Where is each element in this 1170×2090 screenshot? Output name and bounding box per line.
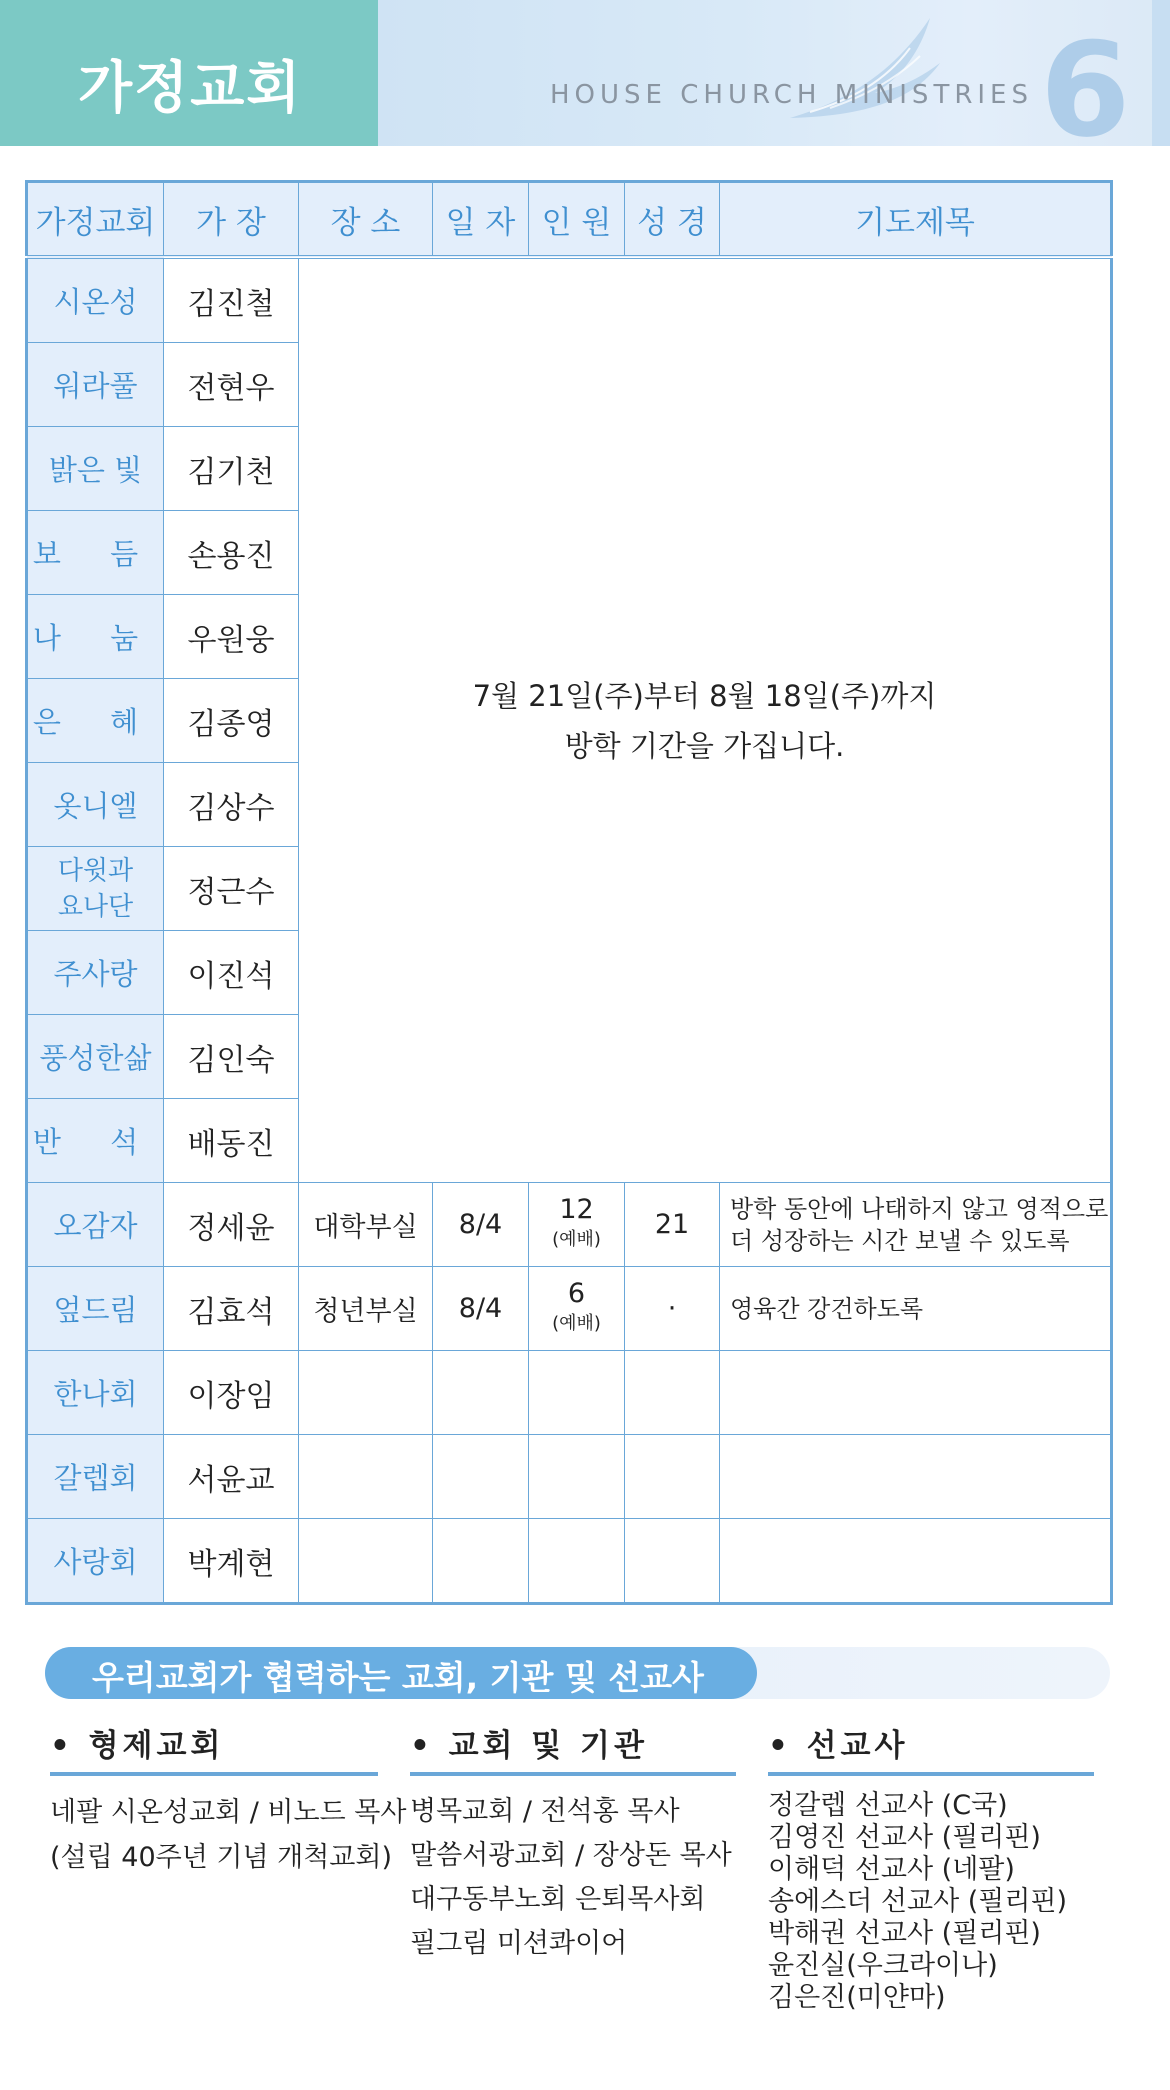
church-name: 엎드림 xyxy=(27,1267,164,1351)
church-name: 워라풀 xyxy=(27,343,164,427)
column-heading: • 교회 및 기관 xyxy=(410,1720,736,1776)
date-cell xyxy=(433,1351,529,1435)
church-name: 밝은 빛 xyxy=(27,427,164,511)
count-cell xyxy=(529,1351,625,1435)
column-header-place: 장 소 xyxy=(299,182,433,258)
notice-line-1: 7월 21일(주)부터 8월 18일(주)까지 xyxy=(472,678,937,713)
column-header-prayer: 기도제목 xyxy=(720,182,1112,258)
list-item: 윤진실(우크라이나) xyxy=(768,1950,998,1981)
leader-name: 서윤교 xyxy=(164,1435,299,1519)
count-note: (예배) xyxy=(552,1312,601,1334)
list-item: 이해덕 선교사 (네팔) xyxy=(768,1854,1015,1885)
church-name xyxy=(27,847,164,931)
church-name: 은 혜 xyxy=(27,679,164,763)
prayer-cell xyxy=(720,1435,1112,1519)
schedule-table xyxy=(25,180,1113,1605)
count-note: (예배) xyxy=(552,1228,601,1250)
leader-name: 김기천 xyxy=(164,427,299,511)
count-cell xyxy=(529,1183,625,1267)
leader-name: 김상수 xyxy=(164,763,299,847)
list-item: (설립 40주년 기념 개척교회) xyxy=(50,1842,392,1873)
church-name: 풍성한삶 xyxy=(27,1015,164,1099)
place-cell xyxy=(299,1351,433,1435)
prayer-line-1: 방학 동안에 나태하지 않고 영적으로 xyxy=(730,1194,1109,1223)
prayer-line-2: 더 성장하는 시간 보낼 수 있도록 xyxy=(730,1226,1070,1255)
house-church-schedule xyxy=(25,180,1110,1605)
leader-name: 정근수 xyxy=(164,847,299,931)
notice-line-2: 방학 기간을 가집니다. xyxy=(564,728,845,763)
place-cell: 청년부실 xyxy=(299,1267,433,1351)
vacation-notice xyxy=(299,257,1112,1183)
church-name: 나 눔 xyxy=(27,595,164,679)
leader-name: 김효석 xyxy=(164,1267,299,1351)
leader-name: 박계현 xyxy=(164,1519,299,1604)
page-number: 6 xyxy=(1040,14,1131,166)
leader-name: 김진철 xyxy=(164,257,299,343)
list-item: 송에스더 선교사 (필리핀) xyxy=(768,1886,1068,1917)
column-heading: • 형제교회 xyxy=(50,1720,378,1776)
table-row xyxy=(27,1183,1112,1267)
table-row xyxy=(27,1519,1112,1604)
churches-institutions-column xyxy=(410,1720,736,1966)
church-name: 오감자 xyxy=(27,1183,164,1267)
bible-cell: 21 xyxy=(625,1183,720,1267)
column-header-church: 가정교회 xyxy=(27,182,164,258)
date-cell xyxy=(433,1435,529,1519)
church-name: 옷니엘 xyxy=(27,763,164,847)
header-subtitle: HOUSE CHURCH MINISTRIES xyxy=(550,80,1033,110)
list-item: 네팔 시온성교회 / 비노드 목사 xyxy=(50,1797,407,1828)
list-item: 대구동부노회 은퇴목사회 xyxy=(410,1884,706,1915)
date-cell: 8/4 xyxy=(433,1183,529,1267)
leader-name: 김종영 xyxy=(164,679,299,763)
place-cell xyxy=(299,1519,433,1604)
column-header-count: 인 원 xyxy=(529,182,625,258)
leader-name: 배동진 xyxy=(164,1099,299,1183)
table-row xyxy=(27,1351,1112,1435)
table-row xyxy=(27,257,1112,343)
church-name-line-1: 다윗과 xyxy=(57,855,134,886)
church-name: 보 듬 xyxy=(27,511,164,595)
list-item: 말씀서광교회 / 장상돈 목사 xyxy=(410,1840,732,1871)
count-value: 6 xyxy=(567,1277,586,1309)
count-value: 12 xyxy=(559,1193,594,1225)
bible-cell xyxy=(625,1351,720,1435)
bible-cell xyxy=(625,1519,720,1604)
prayer-cell xyxy=(720,1183,1112,1267)
church-name: 한나회 xyxy=(27,1351,164,1435)
column-header-leader: 가 장 xyxy=(164,182,299,258)
church-name-line-2: 요나단 xyxy=(57,891,134,922)
count-cell xyxy=(529,1435,625,1519)
list-item: 김영진 선교사 (필리핀) xyxy=(768,1822,1041,1853)
column-header-date: 일 자 xyxy=(433,182,529,258)
leader-name: 전현우 xyxy=(164,343,299,427)
church-name: 반 석 xyxy=(27,1099,164,1183)
missionaries-column xyxy=(768,1720,1094,2014)
church-name: 갈렙회 xyxy=(27,1435,164,1519)
place-cell: 대학부실 xyxy=(299,1183,433,1267)
wing-icon xyxy=(780,8,950,128)
page-header xyxy=(0,0,1170,166)
church-name: 시온성 xyxy=(27,257,164,343)
bible-cell xyxy=(625,1435,720,1519)
column-list xyxy=(768,1790,1094,2014)
leader-name: 손용진 xyxy=(164,511,299,595)
brother-churches-column xyxy=(50,1720,407,1880)
table-row xyxy=(27,1267,1112,1351)
date-cell xyxy=(433,1519,529,1604)
column-list xyxy=(410,1790,736,1966)
count-cell xyxy=(529,1519,625,1604)
prayer-cell xyxy=(720,1519,1112,1604)
leader-name: 김인숙 xyxy=(164,1015,299,1099)
column-heading: • 선교사 xyxy=(768,1720,1094,1776)
list-item: 정갈렙 선교사 (C국) xyxy=(768,1790,1008,1821)
leader-name: 우원웅 xyxy=(164,595,299,679)
church-name: 사랑회 xyxy=(27,1519,164,1604)
section-title: 우리교회가 협력하는 교회, 기관 및 선교사 xyxy=(92,1658,704,1697)
page-title: 가정교회 xyxy=(78,56,303,121)
count-cell xyxy=(529,1267,625,1351)
list-item: 필그림 미션콰이어 xyxy=(410,1928,628,1959)
column-header-bible: 성 경 xyxy=(625,182,720,258)
list-item: 김은진(미얀마) xyxy=(768,1982,946,2013)
leader-name: 이장임 xyxy=(164,1351,299,1435)
list-item: 병목교회 / 전석홍 목사 xyxy=(410,1796,680,1827)
date-cell: 8/4 xyxy=(433,1267,529,1351)
bible-cell: · xyxy=(625,1267,720,1351)
column-list xyxy=(50,1790,407,1880)
list-item: 박해권 선교사 (필리핀) xyxy=(768,1918,1041,1949)
prayer-cell: 영육간 강건하도록 xyxy=(720,1267,1112,1351)
table-header-row xyxy=(27,182,1112,258)
table-row xyxy=(27,1435,1112,1519)
leader-name: 정세윤 xyxy=(164,1183,299,1267)
church-name: 주사랑 xyxy=(27,931,164,1015)
header-edge-stripe xyxy=(1152,0,1170,146)
place-cell xyxy=(299,1435,433,1519)
prayer-cell xyxy=(720,1351,1112,1435)
leader-name: 이진석 xyxy=(164,931,299,1015)
